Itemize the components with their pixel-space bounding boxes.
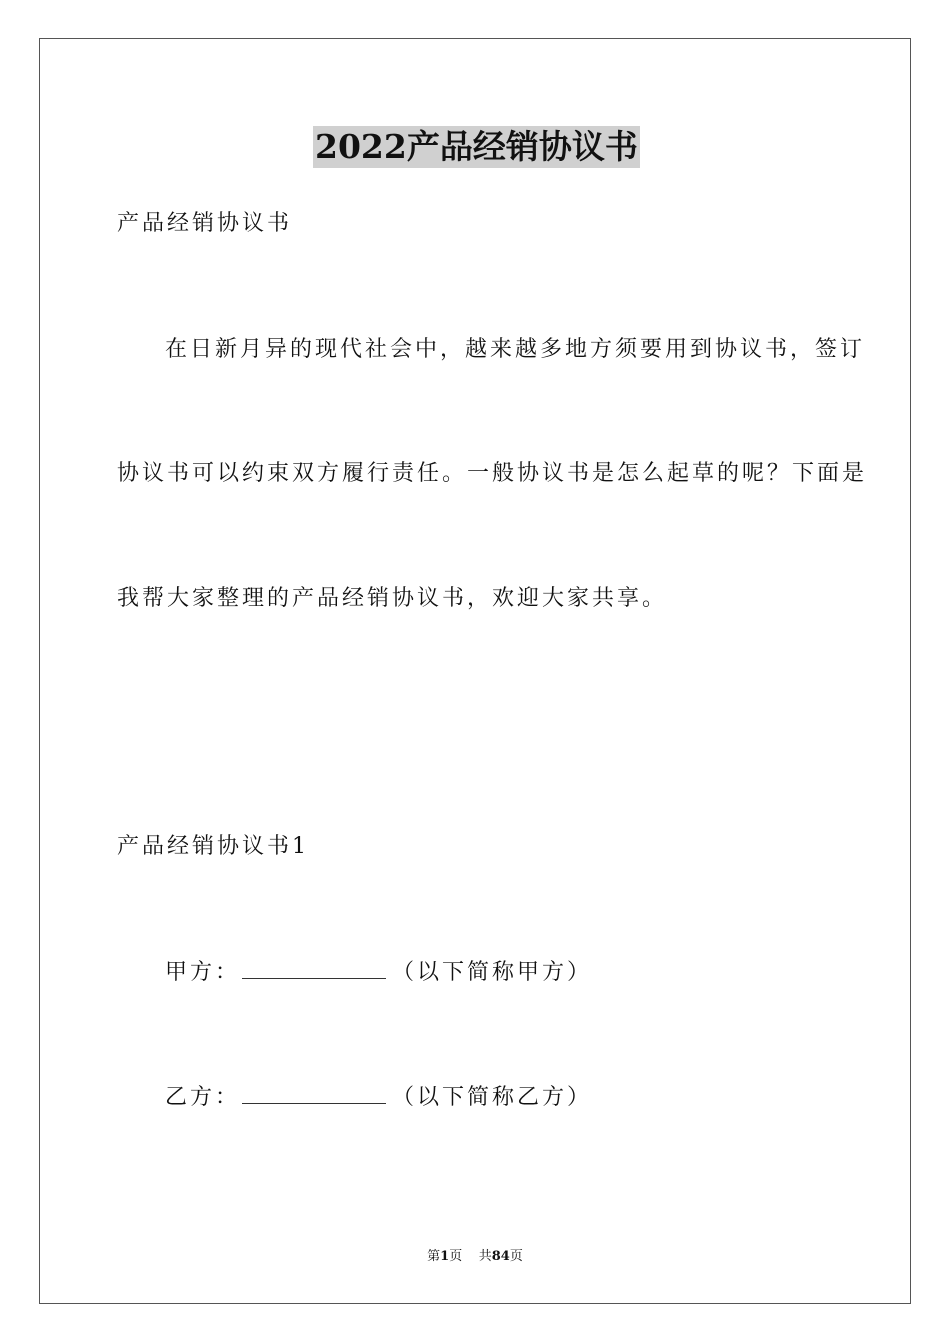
footer-page-number: 1: [440, 1249, 450, 1264]
footer-page-prefix: 第: [427, 1249, 441, 1264]
party-b-blank: [242, 1081, 386, 1104]
footer-total-prefix: 共: [478, 1249, 492, 1264]
party-a-line: [165, 956, 592, 988]
party-b-label: 乙方：: [165, 1085, 241, 1110]
section-heading: 产品经销协议书1: [117, 834, 309, 859]
party-b-note: （以下简称乙方）: [392, 1085, 593, 1110]
intro-line-2: 协议书可以约束双方履行责任。一般协议书是怎么起草的呢？下面是: [117, 461, 868, 486]
footer-page-suffix: 页: [449, 1249, 463, 1264]
party-a-label: 甲方：: [165, 960, 241, 985]
document-subtitle: 产品经销协议书: [117, 211, 293, 236]
footer-total-suffix: 页: [509, 1249, 523, 1264]
footer-total-pages: 84: [491, 1249, 510, 1264]
intro-line-3: 我帮大家整理的产品经销协议书，欢迎大家共享。: [117, 586, 668, 611]
page-footer: [0, 1248, 950, 1266]
document-title: 2022产品经销协议书: [315, 127, 638, 166]
party-a-blank: [242, 956, 386, 979]
party-a-note: （以下简称甲方）: [392, 960, 593, 985]
intro-line-1: 在日新月异的现代社会中，越来越多地方须要用到协议书，签订: [165, 337, 866, 362]
party-b-line: [165, 1081, 592, 1113]
